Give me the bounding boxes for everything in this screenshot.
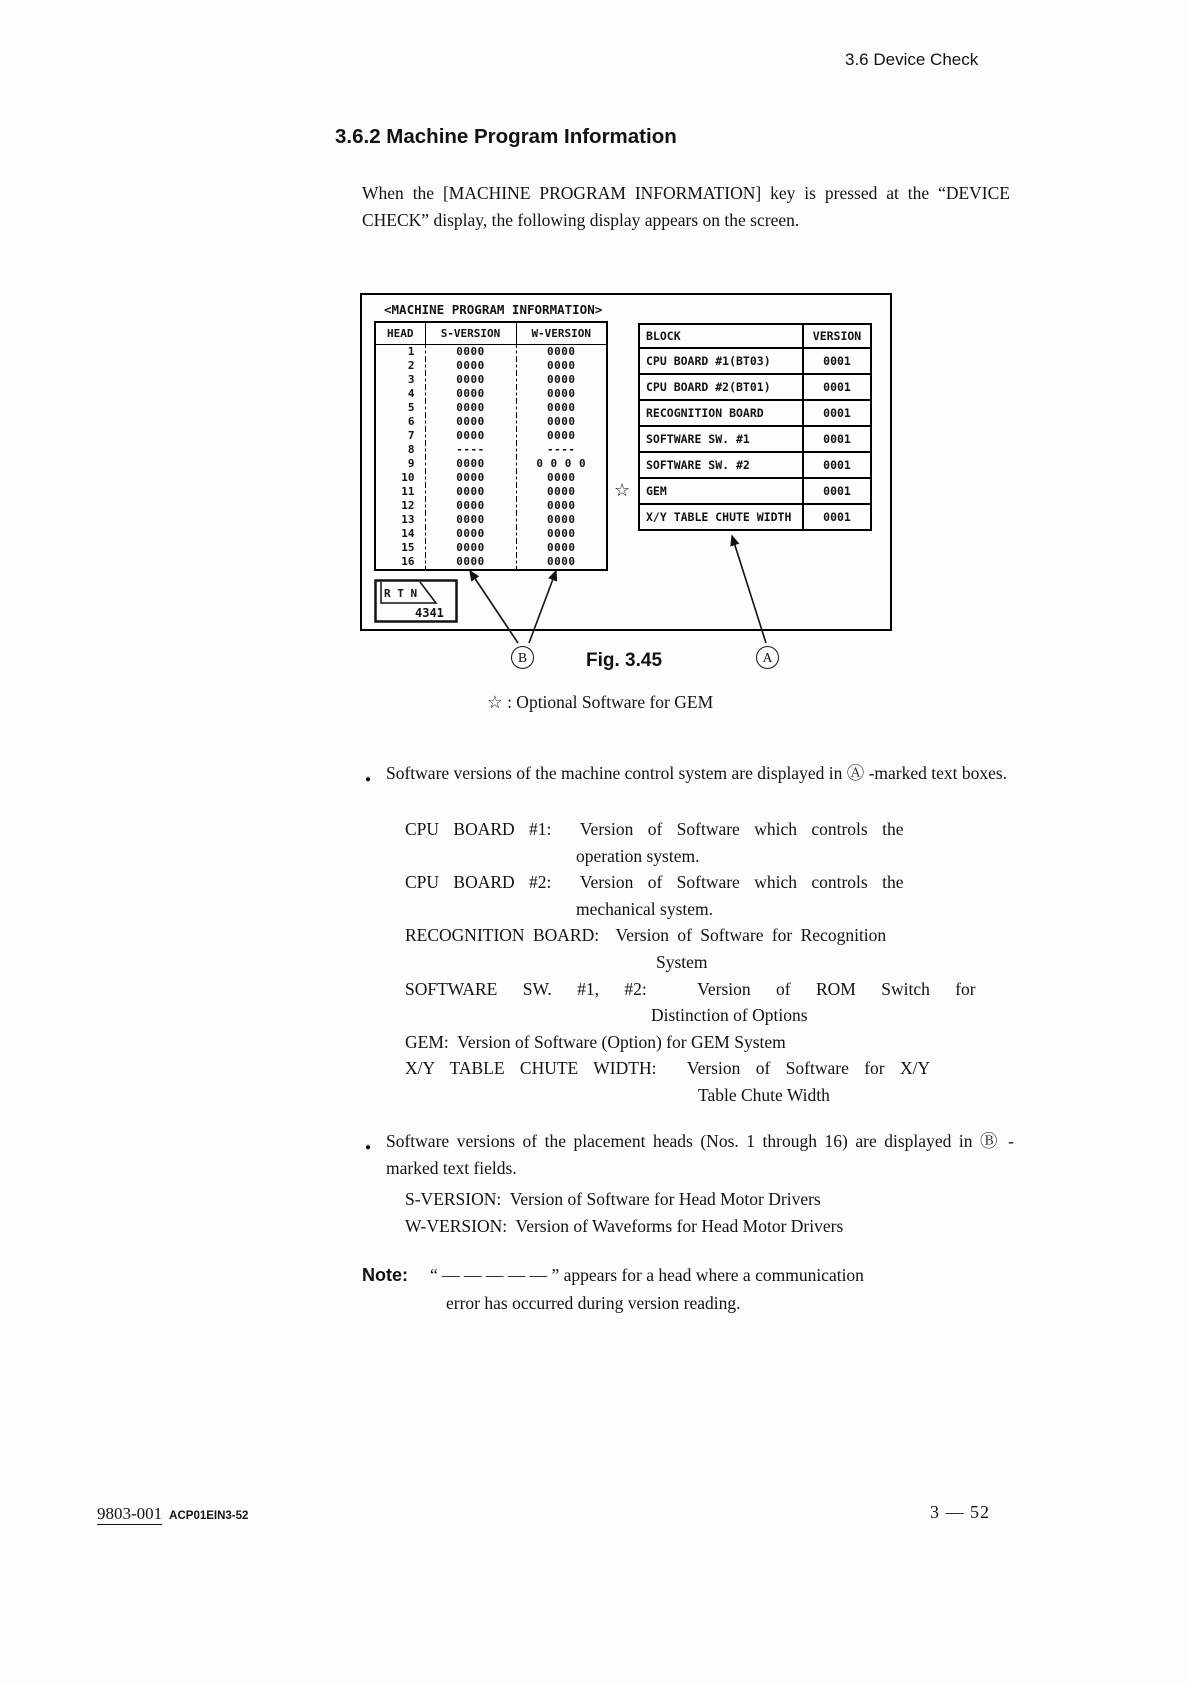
- footer-left: [97, 1504, 248, 1524]
- bullet-a-text: Software versions of the machine control system are displayed in Ⓐ -marked text boxes.: [386, 763, 1008, 783]
- head-number-cell: 15: [401, 540, 415, 554]
- block-table-row: [639, 400, 871, 426]
- head-number-cell: 3: [407, 372, 415, 386]
- footer-page-number: 3 — 52: [930, 1502, 990, 1522]
- definitions-control-system: [405, 816, 1025, 1109]
- note-line: error has occurred during version reading.: [446, 1292, 741, 1313]
- gem-star-icon: ☆: [614, 480, 631, 501]
- w-version-cell: 0000: [516, 387, 607, 401]
- w-version-cell: 0000: [516, 429, 607, 443]
- block-table-row: [639, 504, 871, 530]
- s-version-cell: 0000: [425, 415, 516, 429]
- s-version-cell: 0000: [425, 359, 516, 373]
- w-version-cell: 0000: [516, 401, 607, 415]
- s-version-cell: 0000: [425, 527, 516, 541]
- definition-line: Table Chute Width: [698, 1084, 830, 1105]
- w-version-cell: 0000: [516, 471, 607, 485]
- head-table-row: [375, 471, 607, 485]
- head-number-cell: 10: [401, 470, 415, 484]
- w-version-cell: 0000: [516, 527, 607, 541]
- head-number-cell: 2: [407, 358, 415, 372]
- block-version-table: [638, 323, 872, 531]
- block-version-cell: 0001: [803, 478, 871, 504]
- block-version-cell: 0001: [803, 374, 871, 400]
- s-version-cell: 0000: [425, 457, 516, 471]
- running-header: 3.6 Device Check: [845, 50, 979, 69]
- definition-line: GEM: Version of Software (Option) for GEM System: [405, 1031, 786, 1052]
- head-number-cell: 11: [401, 484, 415, 498]
- head-table-row: [375, 527, 607, 541]
- section-title: 3.6.2 Machine Program Information: [335, 125, 677, 148]
- head-table-row: [375, 541, 607, 555]
- s-version-column-header: S-VERSION: [425, 322, 516, 344]
- intro-paragraph: When the [MACHINE PROGRAM INFORMATION] key is pressed at the “DEVICE CHECK” display, the following display appears on the screen.: [362, 183, 1010, 230]
- definition-line: System: [656, 951, 708, 972]
- head-table-row: [375, 457, 607, 471]
- block-name-cell: X/Y TABLE CHUTE WIDTH: [639, 504, 803, 530]
- head-table-row: [375, 359, 607, 373]
- s-version-cell: 0000: [425, 373, 516, 387]
- rtn-code: 4341: [415, 606, 444, 620]
- star-legend: ☆ : Optional Software for GEM: [487, 692, 714, 712]
- w-version-cell: 0000: [516, 485, 607, 499]
- rtn-label: R T N: [384, 587, 418, 600]
- w-version-cell: 0000: [516, 499, 607, 513]
- w-version-cell: 0000: [516, 555, 607, 570]
- head-number-cell: 7: [407, 428, 415, 442]
- bullet-item-control-system: [362, 760, 1014, 787]
- head-number-cell: 6: [407, 414, 415, 428]
- head-table-row: [375, 429, 607, 443]
- block-table-row: [639, 478, 871, 504]
- block-version-cell: 0001: [803, 400, 871, 426]
- definitions-placement-heads: [405, 1186, 1025, 1240]
- head-table-row: [375, 555, 607, 570]
- definition-line: RECOGNITION BOARD: Version of Software for Recognition: [405, 925, 887, 946]
- head-table-row: [375, 485, 607, 499]
- block-version-cell: 0001: [803, 452, 871, 478]
- block-version-cell: 0001: [803, 504, 871, 530]
- w-version-cell: 0000: [516, 541, 607, 555]
- block-column-header: BLOCK: [639, 324, 803, 348]
- w-version-cell: 0000: [516, 359, 607, 373]
- block-name-cell: GEM: [639, 478, 803, 504]
- head-number-cell: 5: [407, 400, 415, 414]
- block-table-row: [639, 348, 871, 374]
- head-number-cell: 14: [401, 526, 415, 540]
- s-version-cell: 0000: [425, 499, 516, 513]
- bullet-item-placement-heads: [362, 1128, 1014, 1182]
- block-version-cell: 0001: [803, 426, 871, 452]
- block-table-row: [639, 374, 871, 400]
- s-version-cell: 0000: [425, 401, 516, 415]
- definition-line: CPU BOARD #1: Version of Software which controls the: [405, 819, 904, 839]
- bullet-b-text: Software versions of the placement heads (Nos. 1 through 16) are displayed in Ⓑ -marked text fields.: [386, 1131, 1014, 1178]
- w-version-column-header: W-VERSION: [516, 322, 607, 344]
- block-name-cell: CPU BOARD #2(BT01): [639, 374, 803, 400]
- s-version-cell: 0000: [425, 555, 516, 570]
- block-name-cell: CPU BOARD #1(BT03): [639, 348, 803, 374]
- w-version-cell: ----: [516, 443, 607, 457]
- block-table-header-row: [639, 324, 871, 348]
- definition-line: CPU BOARD #2: Version of Software which controls the: [405, 872, 904, 893]
- head-table-header-row: [375, 322, 607, 344]
- head-number-cell: 8: [407, 442, 415, 456]
- s-version-cell: 0000: [425, 344, 516, 359]
- head-number-cell: 13: [401, 512, 415, 526]
- head-version-table: [374, 321, 608, 571]
- block-table-row: [639, 452, 871, 478]
- head-number-cell: 4: [407, 386, 415, 400]
- footer-doc-code: ACP01EIN3-52: [169, 1510, 249, 1522]
- block-name-cell: RECOGNITION BOARD: [639, 400, 803, 426]
- screen-figure: [360, 293, 892, 631]
- w-version-cell: 0000: [516, 513, 607, 527]
- head-table-row: [375, 387, 607, 401]
- head-number-cell: 12: [401, 498, 415, 512]
- head-table-row: [375, 513, 607, 527]
- w-version-cell: 0000: [516, 415, 607, 429]
- w-version-cell: 0000: [516, 373, 607, 387]
- note-line: “ — — — — — ” appears for a head where a communication: [430, 1265, 864, 1285]
- head-table-row: [375, 499, 607, 513]
- s-version-cell: 0000: [425, 541, 516, 555]
- footer-doc-number: 9803-001: [97, 1504, 163, 1523]
- head-table-row: [375, 415, 607, 429]
- head-table-row: [375, 344, 607, 359]
- definition-line: S-VERSION: Version of Software for Head Motor Drivers: [405, 1189, 821, 1209]
- definition-line: W-VERSION: Version of Waveforms for Head Motor Drivers: [405, 1216, 844, 1236]
- note-label: Note:: [362, 1265, 408, 1285]
- s-version-cell: 0000: [425, 471, 516, 485]
- label-a-circle: A: [756, 646, 779, 669]
- s-version-cell: ----: [425, 443, 516, 457]
- block-name-cell: SOFTWARE SW. #2: [639, 452, 803, 478]
- definition-line: mechanical system.: [576, 898, 714, 919]
- head-column-header: HEAD: [375, 322, 425, 344]
- definition-line: X/Y TABLE CHUTE WIDTH: Version of Software for X/Y: [405, 1058, 931, 1079]
- label-b-circle: B: [511, 646, 534, 669]
- head-table-row: [375, 401, 607, 415]
- s-version-cell: 0000: [425, 429, 516, 443]
- w-version-cell: 0 0 0 0: [516, 457, 607, 471]
- block-version-cell: 0001: [803, 348, 871, 374]
- definition-line: SOFTWARE SW. #1, #2: Version of ROM Switch for: [405, 978, 976, 999]
- figure-caption: Fig. 3.45: [586, 650, 663, 671]
- head-number-cell: 1: [407, 344, 415, 358]
- rtn-button: [374, 579, 458, 623]
- definition-line: Distinction of Options: [651, 1005, 808, 1026]
- version-column-header: VERSION: [803, 324, 871, 348]
- block-table-row: [639, 426, 871, 452]
- s-version-cell: 0000: [425, 387, 516, 401]
- block-name-cell: SOFTWARE SW. #1: [639, 426, 803, 452]
- screen-title: <MACHINE PROGRAM INFORMATION>: [384, 302, 603, 317]
- head-table-row: [375, 373, 607, 387]
- s-version-cell: 0000: [425, 485, 516, 499]
- s-version-cell: 0000: [425, 513, 516, 527]
- note-block: [362, 1262, 1022, 1317]
- head-table-row: [375, 443, 607, 457]
- head-number-cell: 9: [407, 456, 415, 470]
- definition-line: operation system.: [576, 845, 700, 866]
- head-number-cell: 16: [401, 554, 415, 568]
- w-version-cell: 0000: [516, 344, 607, 359]
